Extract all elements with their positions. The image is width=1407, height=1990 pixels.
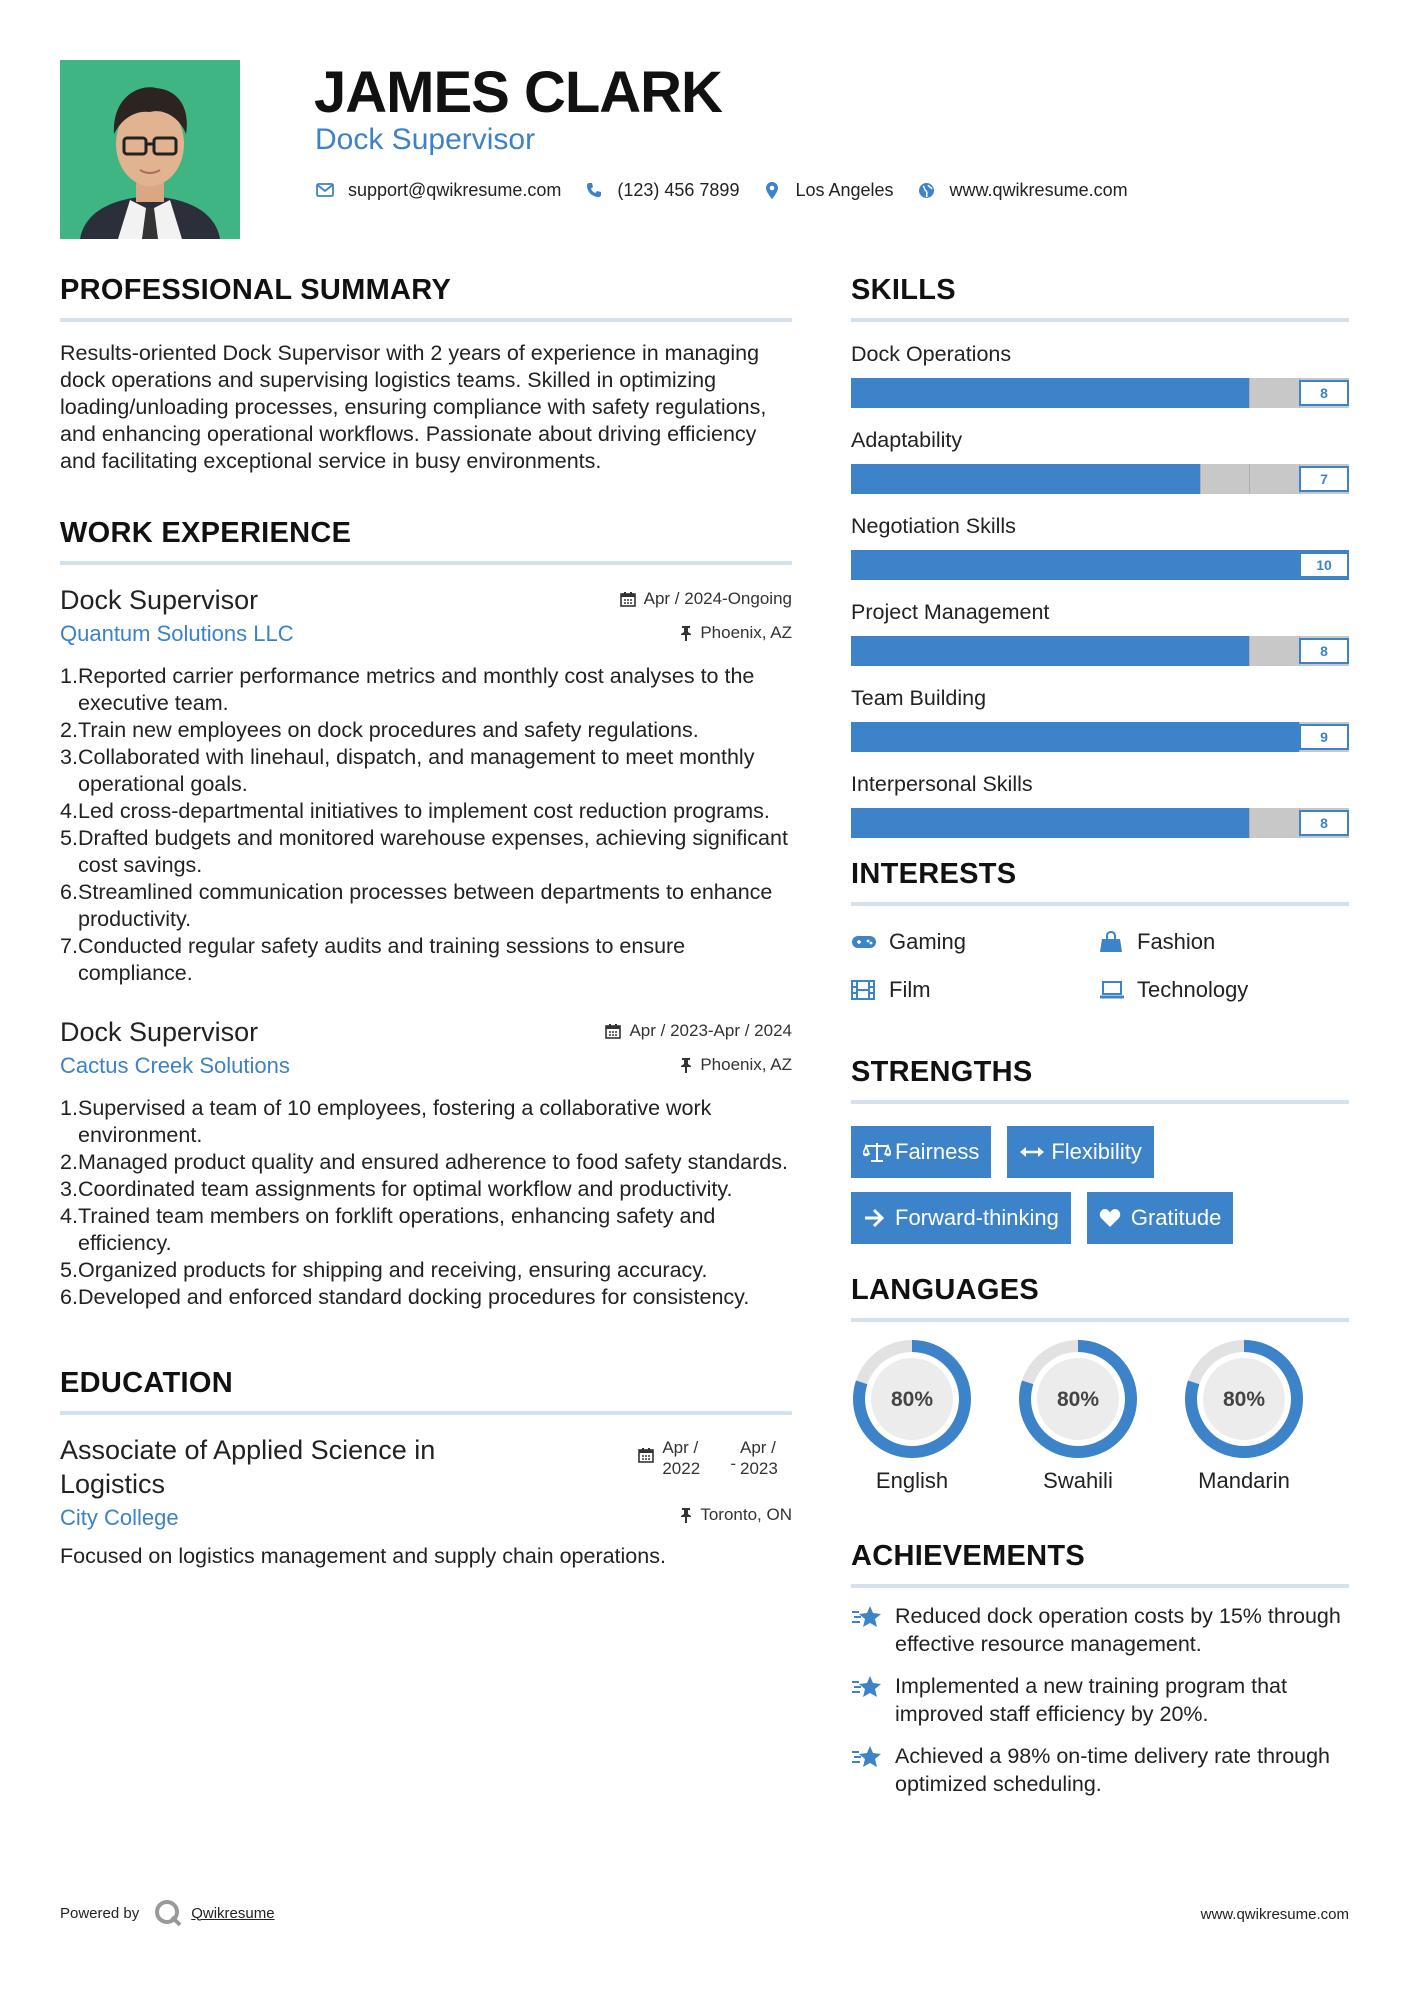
calendar-icon bbox=[605, 1023, 621, 1039]
list-item: 3. Coordinated team assignments for optimal workflow and productivity. bbox=[60, 1177, 733, 1201]
list-item: 5. Organized products for shipping and receiving, ensuring accuracy. bbox=[60, 1258, 708, 1282]
skill-name: Project Management bbox=[851, 600, 1050, 624]
laptop-icon bbox=[1099, 979, 1125, 1001]
achievement-text: Reduced dock operation costs by 15% through effective resource management. bbox=[895, 1604, 1341, 1656]
list-item: 7. Conducted regular safety audits and training sessions to ensure compliance. bbox=[60, 934, 686, 985]
pin-icon bbox=[680, 1057, 692, 1073]
interests-list bbox=[851, 928, 1349, 1004]
strength-chip bbox=[851, 1126, 991, 1178]
skill-name: Interpersonal Skills bbox=[851, 772, 1033, 796]
job-date-text: Apr / 2023-Apr / 2024 bbox=[629, 1021, 792, 1040]
section-divider bbox=[851, 902, 1349, 906]
phone-text: (123) 456 7899 bbox=[617, 179, 740, 200]
phone-icon bbox=[583, 179, 605, 201]
interest-item bbox=[1099, 928, 1347, 956]
shopping-bag-icon bbox=[1099, 931, 1125, 953]
strength-chip bbox=[1087, 1192, 1234, 1244]
job-company: Cactus Creek Solutions bbox=[60, 1053, 290, 1078]
shooting-star-icon bbox=[851, 1742, 895, 1798]
profile-photo bbox=[60, 60, 240, 239]
degree-title: Associate of Applied Science in Logistics bbox=[60, 1435, 436, 1499]
skill-bar-segment bbox=[1200, 464, 1201, 494]
shooting-star-icon bbox=[851, 1602, 895, 1658]
job-location bbox=[680, 623, 792, 643]
job-location bbox=[680, 1055, 792, 1075]
calendar-icon bbox=[638, 1447, 654, 1463]
interests-section bbox=[851, 856, 1349, 1004]
language-item bbox=[851, 1338, 1017, 1494]
achievements-heading: ACHIEVEMENTS bbox=[851, 1540, 1086, 1572]
job-entry bbox=[60, 1015, 792, 1311]
list-item: 4. Trained team members on forklift operations, enhancing safety and efficiency. bbox=[60, 1204, 716, 1255]
skill-level: 9 bbox=[1299, 724, 1349, 750]
language-ring bbox=[851, 1338, 973, 1460]
list-item: 6. Streamlined communication processes between departments to enhance productivity. bbox=[60, 880, 773, 931]
list-item: 1. Reported carrier performance metrics and monthly cost analyses to the executive team. bbox=[60, 664, 755, 715]
interest-label: Technology bbox=[1137, 977, 1249, 1002]
job-location-text: Phoenix, AZ bbox=[700, 1055, 792, 1074]
skill-level: 8 bbox=[1299, 810, 1349, 836]
interest-label: Film bbox=[889, 977, 931, 1002]
interests-heading: INTERESTS bbox=[851, 858, 1017, 890]
candidate-role: Dock Supervisor bbox=[315, 123, 536, 156]
achievement-item bbox=[851, 1672, 1349, 1728]
section-divider bbox=[60, 1411, 792, 1415]
languages-list bbox=[851, 1338, 1349, 1494]
skill-item bbox=[851, 770, 1349, 838]
achievements-list bbox=[851, 1602, 1349, 1798]
strength-label: Forward-thinking bbox=[895, 1205, 1059, 1230]
education-date bbox=[638, 1437, 792, 1479]
skill-bar bbox=[851, 464, 1349, 494]
interest-item bbox=[851, 976, 1099, 1004]
powered-by-text: Powered by bbox=[60, 1904, 140, 1922]
skills-section bbox=[851, 272, 1349, 838]
strengths-list bbox=[851, 1126, 1349, 1244]
footer-powered-by bbox=[60, 1898, 275, 1928]
achievement-item bbox=[851, 1602, 1349, 1658]
interest-item bbox=[1099, 976, 1347, 1004]
left-column bbox=[60, 272, 792, 1570]
section-divider bbox=[851, 1584, 1349, 1588]
skill-name: Negotiation Skills bbox=[851, 514, 1016, 538]
skill-bar-segment bbox=[1249, 378, 1250, 408]
skill-bar-segment bbox=[1249, 464, 1250, 494]
skills-heading: SKILLS bbox=[851, 274, 956, 306]
skill-bar bbox=[851, 722, 1349, 752]
education-date-separator: - bbox=[730, 1454, 736, 1473]
interest-label: Fashion bbox=[1137, 929, 1216, 954]
job-date-text: Apr / 2024-Ongoing bbox=[643, 589, 792, 608]
email-link[interactable]: support@qwikresume.com bbox=[348, 179, 562, 200]
list-item: 5. Drafted budgets and monitored warehouse expenses, achieving significant cost savings. bbox=[60, 826, 788, 877]
skill-item bbox=[851, 340, 1349, 408]
strength-label: Gratitude bbox=[1130, 1205, 1222, 1230]
skill-item bbox=[851, 684, 1349, 752]
language-item bbox=[1017, 1338, 1183, 1494]
qwikresume-logo-icon bbox=[153, 1898, 183, 1928]
skill-bar bbox=[851, 808, 1349, 838]
list-item: 1. Supervised a team of 10 employees, fostering a collaborative work environment. bbox=[60, 1096, 712, 1147]
language-ring bbox=[1183, 1338, 1305, 1460]
contact-bar bbox=[314, 177, 1150, 203]
language-percent: 80% bbox=[1056, 1388, 1100, 1411]
language-name: English bbox=[875, 1468, 949, 1493]
list-item: 3. Collaborated with linehaul, dispatch, and management to meet monthly operational goals. bbox=[60, 745, 755, 796]
job-date bbox=[605, 1021, 792, 1041]
location-text: Los Angeles bbox=[795, 179, 894, 200]
list-item: 2. Managed product quality and ensured adherence to food safety standards. bbox=[60, 1150, 788, 1174]
education-start-date: Apr / 2022 bbox=[662, 1438, 701, 1478]
job-bullets bbox=[60, 1095, 792, 1311]
list-item: 2. Train new employees on dock procedures and safety regulations. bbox=[60, 718, 699, 742]
skill-name: Team Building bbox=[851, 686, 987, 710]
skill-item bbox=[851, 598, 1349, 666]
pin-icon bbox=[680, 625, 692, 641]
strengths-section bbox=[851, 1054, 1349, 1244]
job-company: Quantum Solutions LLC bbox=[60, 621, 294, 646]
interest-item bbox=[851, 928, 1099, 956]
heart-icon bbox=[1099, 1208, 1131, 1228]
skill-level: 8 bbox=[1299, 638, 1349, 664]
achievement-text: Implemented a new training program that improved staff efficiency by 20%. bbox=[895, 1674, 1287, 1726]
strength-label: Fairness bbox=[895, 1139, 980, 1164]
globe-icon bbox=[916, 179, 938, 201]
map-marker-icon bbox=[761, 179, 783, 201]
section-divider bbox=[60, 561, 792, 565]
section-divider bbox=[60, 318, 792, 322]
education-end-date: Apr / 2023 bbox=[740, 1438, 778, 1478]
skill-bar-fill bbox=[851, 464, 1200, 494]
skill-level: 8 bbox=[1299, 380, 1349, 406]
skill-bar-fill bbox=[851, 636, 1249, 666]
language-name: Swahili bbox=[1043, 1468, 1113, 1493]
summary-text: Results-oriented Dock Supervisor with 2 years of experience in managing dock operations and supervising logistics teams. Skilled in optimizing loading/unloading processes, ensuring compliance with safety regulations, and enhancing operational workflows. Passionate about driving efficiency and facilitating exceptional service in busy environments. bbox=[60, 341, 767, 473]
shooting-star-icon bbox=[851, 1672, 895, 1728]
strength-chip bbox=[851, 1192, 1071, 1244]
job-location-text: Phoenix, AZ bbox=[700, 623, 792, 642]
achievement-item bbox=[851, 1742, 1349, 1798]
skill-bar-segment bbox=[1249, 808, 1250, 838]
education-description: Focused on logistics management and supply chain operations. bbox=[60, 1544, 666, 1568]
list-item: 6. Developed and enforced standard docking procedures for consistency. bbox=[60, 1285, 750, 1309]
school-name: City College bbox=[60, 1505, 179, 1530]
skill-bar bbox=[851, 550, 1349, 580]
candidate-name: JAMES CLARK bbox=[314, 60, 722, 125]
education-heading: EDUCATION bbox=[60, 1367, 233, 1399]
skill-bar-fill bbox=[851, 550, 1349, 580]
skill-item bbox=[851, 426, 1349, 494]
language-name: Mandarin bbox=[1198, 1468, 1290, 1493]
section-divider bbox=[851, 318, 1349, 322]
list-item: 4. Led cross-departmental initiatives to implement cost reduction programs. bbox=[60, 799, 770, 823]
strengths-heading: STRENGTHS bbox=[851, 1056, 1033, 1088]
skill-level: 10 bbox=[1299, 552, 1349, 578]
section-divider bbox=[851, 1100, 1349, 1104]
language-percent: 80% bbox=[890, 1388, 934, 1411]
job-bullets bbox=[60, 663, 792, 987]
languages-heading: LANGUAGES bbox=[851, 1274, 1039, 1306]
interest-label: Gaming bbox=[889, 929, 967, 954]
gamepad-icon bbox=[851, 931, 877, 953]
arrow-right-icon bbox=[863, 1208, 895, 1228]
language-percent: 80% bbox=[1222, 1388, 1266, 1411]
job-title: Dock Supervisor bbox=[60, 585, 259, 615]
job-entry bbox=[60, 583, 792, 987]
summary-heading: PROFESSIONAL SUMMARY bbox=[60, 274, 452, 306]
envelope-icon bbox=[314, 179, 336, 201]
education-location bbox=[680, 1505, 792, 1525]
experience-section bbox=[60, 515, 792, 1311]
skill-name: Dock Operations bbox=[851, 342, 1012, 366]
qwikresume-link[interactable]: Qwikresume bbox=[191, 1904, 275, 1922]
job-title: Dock Supervisor bbox=[60, 1017, 259, 1047]
skills-list bbox=[851, 340, 1349, 838]
skill-bar bbox=[851, 378, 1349, 408]
skill-bar-fill bbox=[851, 378, 1249, 408]
skill-bar-fill bbox=[851, 722, 1299, 752]
education-section bbox=[60, 1365, 792, 1570]
language-ring bbox=[1017, 1338, 1139, 1460]
calendar-icon bbox=[620, 591, 636, 607]
film-icon bbox=[851, 979, 877, 1001]
arrows-horizontal-icon bbox=[1019, 1145, 1051, 1159]
summary-section bbox=[60, 272, 792, 475]
achievements-section bbox=[851, 1538, 1349, 1798]
education-location-text: Toronto, ON bbox=[700, 1505, 792, 1524]
skill-level: 7 bbox=[1299, 466, 1349, 492]
skill-item bbox=[851, 512, 1349, 580]
strength-chip bbox=[1007, 1126, 1153, 1178]
experience-heading: WORK EXPERIENCE bbox=[60, 517, 352, 549]
right-column bbox=[851, 272, 1349, 1798]
achievement-text: Achieved a 98% on-time delivery rate through optimized scheduling. bbox=[895, 1744, 1331, 1796]
skill-bar bbox=[851, 636, 1349, 666]
website-link[interactable]: www.qwikresume.com bbox=[949, 179, 1128, 200]
balance-scale-icon bbox=[863, 1141, 895, 1163]
strength-label: Flexibility bbox=[1051, 1139, 1142, 1164]
language-item bbox=[1183, 1338, 1349, 1494]
education-entry bbox=[60, 1433, 792, 1570]
skill-name: Adaptability bbox=[851, 428, 963, 452]
pin-icon bbox=[680, 1507, 692, 1523]
skill-bar-segment bbox=[1249, 636, 1250, 666]
skill-bar-fill bbox=[851, 808, 1249, 838]
languages-section bbox=[851, 1272, 1349, 1494]
job-date bbox=[620, 589, 792, 609]
section-divider bbox=[851, 1318, 1349, 1322]
footer-website-link[interactable]: www.qwikresume.com bbox=[1200, 1906, 1349, 1923]
